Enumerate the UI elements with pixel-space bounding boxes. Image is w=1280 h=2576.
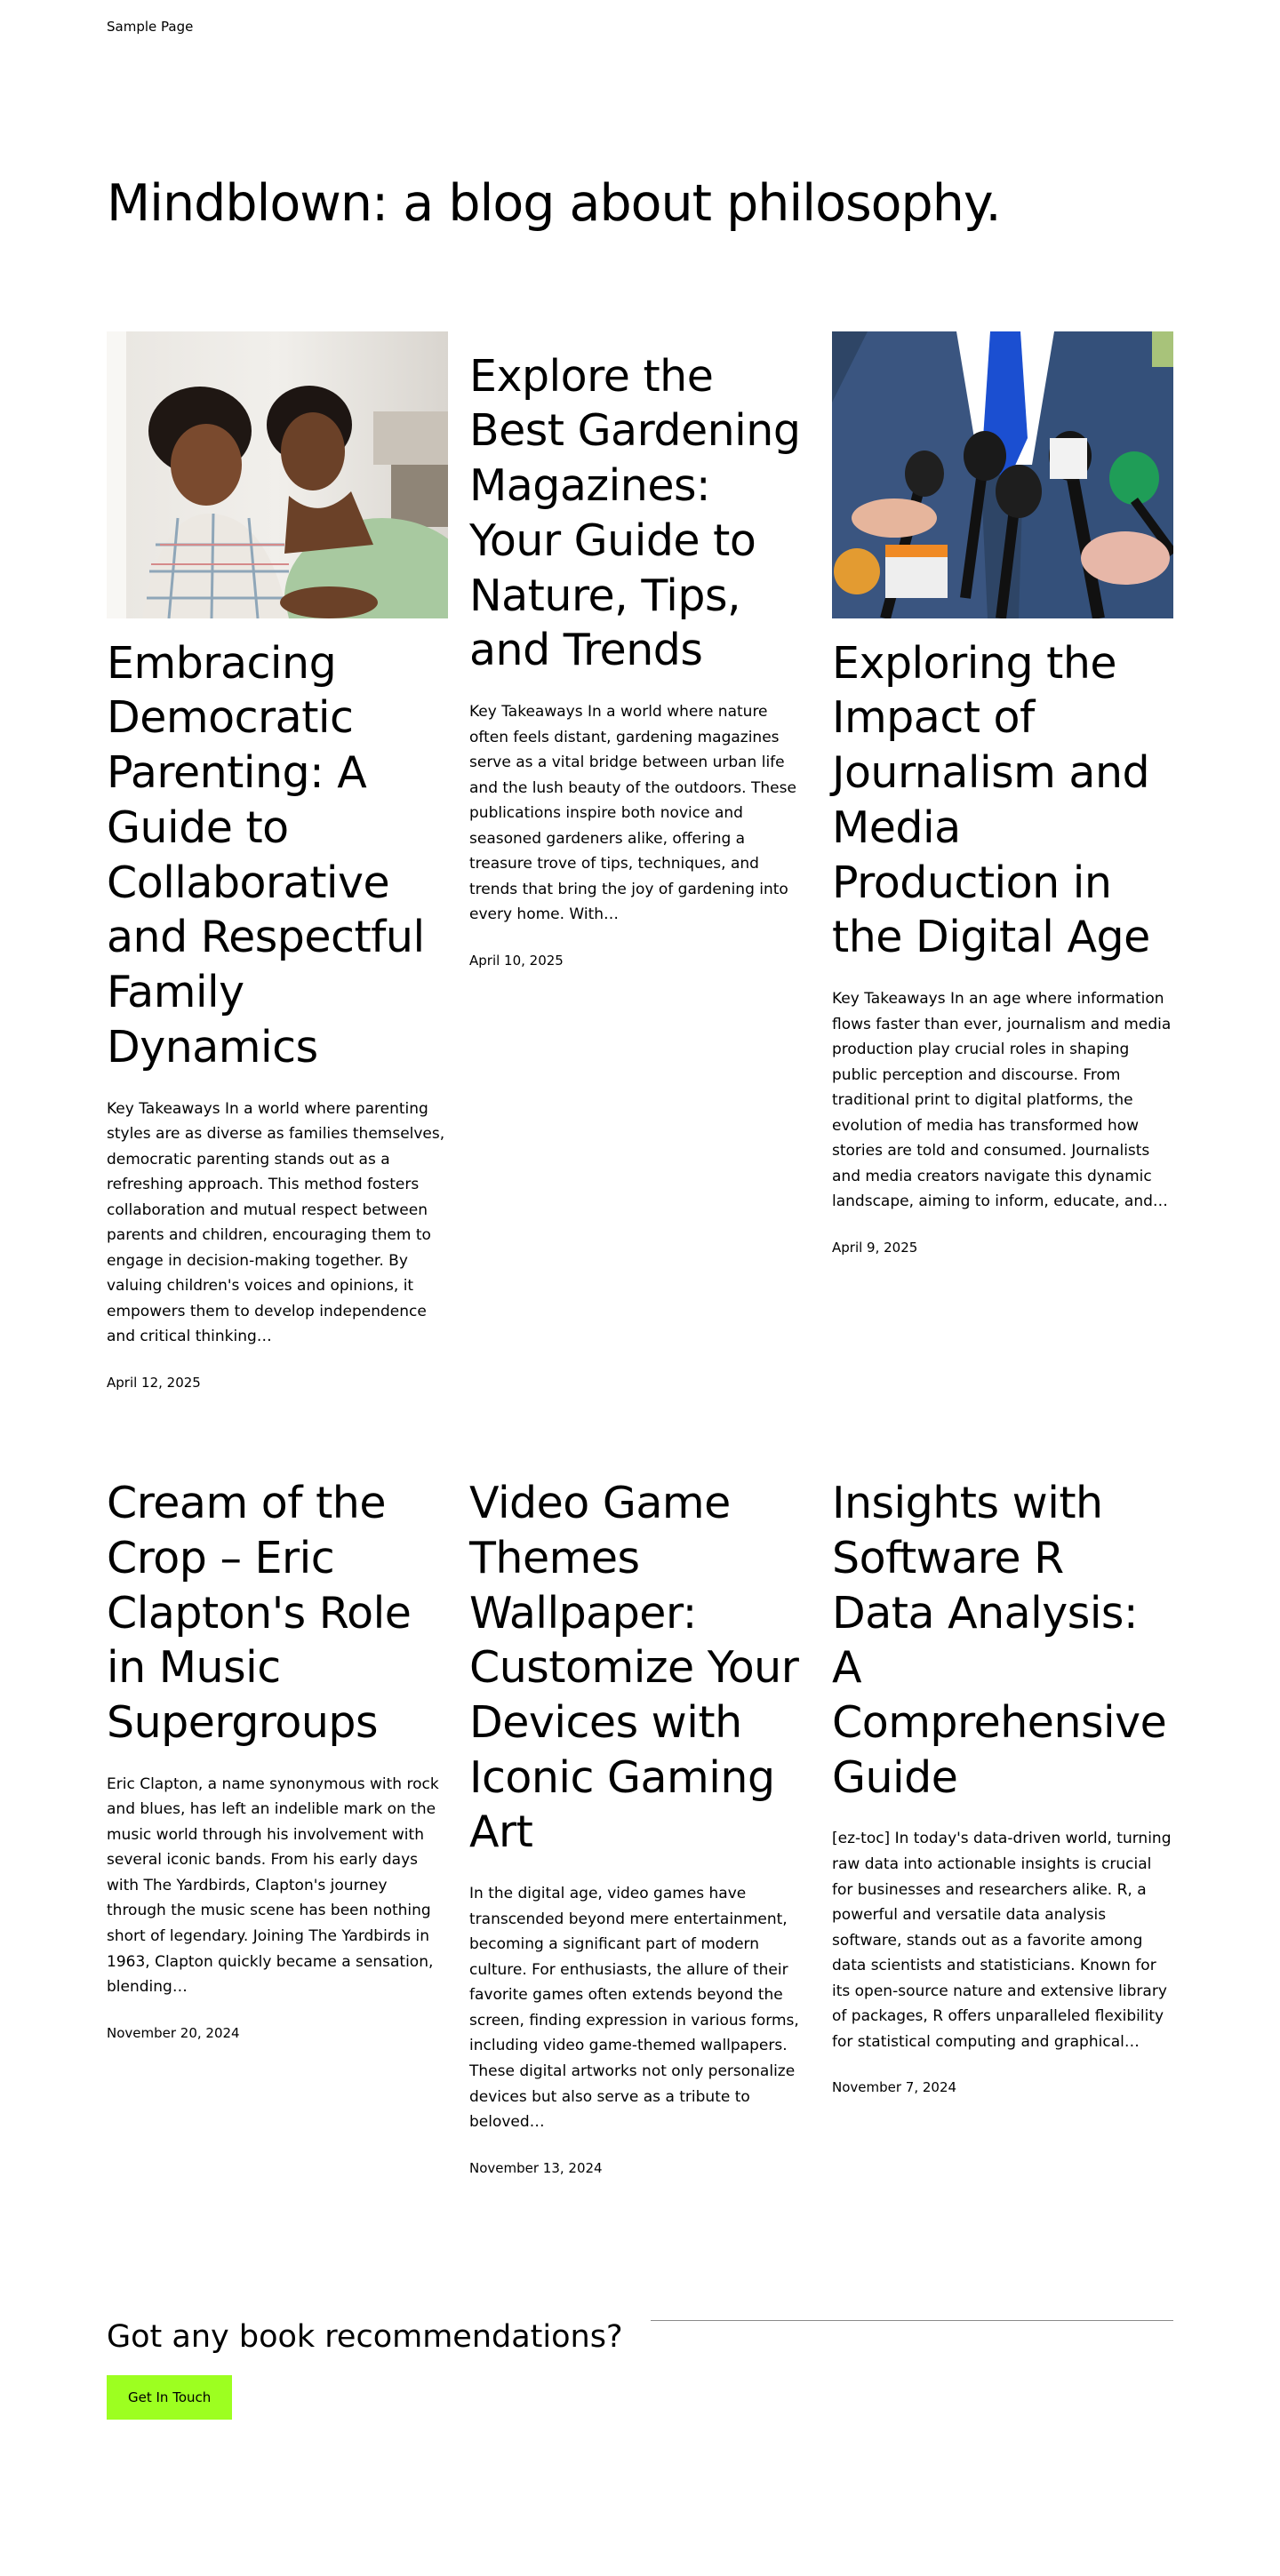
post-date: April 12, 2025 [107, 1375, 201, 1392]
separator-line [651, 2320, 1173, 2321]
post-title-link[interactable]: Exploring the Impact of Journalism and Media Production in the Digital Age [832, 637, 1150, 963]
mother-and-child-drawing-image [107, 331, 448, 618]
post-excerpt: Key Takeaways In a world where nature often feels distant, gardening magazines serve as a vital bridge between urban life and the lush beauty of the outdoors. These publications inspire both novice and seasoned gardeners alike, offering a treasure trove of tips, techniques, and trends that bring the joy of gardening into every home. With… [469, 703, 796, 924]
post-featured-image[interactable] [107, 331, 448, 618]
post-title-link[interactable]: Cream of the Crop – Eric Clapton's Role in Music Supergroups [107, 1478, 412, 1748]
post-title-link[interactable]: Video Game Themes Wallpaper: Customize Your Devices with Iconic Gaming Art [469, 1478, 799, 1858]
posts-grid-row-1 [107, 331, 1173, 1391]
post-excerpt: [ez-toc] In today's data-driven world, turning raw data into actionable insights is crucial for businesses and researchers alike. R, a powerful and versatile data analysis software, stands out as a favorite among data scientists and statisticians. Known for its open-source nature and extensive library of packages, R offers unparalleled flexibility for statistical computing and graphical… [832, 1830, 1172, 2051]
post-date: April 9, 2025 [832, 1240, 918, 1256]
post-title-link[interactable]: Insights with Software R Data Analysis: A Comprehensive Guide [832, 1478, 1167, 1803]
post-card [832, 331, 1173, 1391]
post-date: November 20, 2024 [107, 2024, 240, 2041]
post-excerpt: Eric Clapton, a name synonymous with rock and blues, has left an indelible mark on the music world through his involvement with several iconic bands. From his early days with The Yardbirds, Clapton's journey through the music scene has been nothing short of legendary. Joining The Yardbirds in 1963, Clapton quickly became a sensation, blending… [107, 1774, 439, 1997]
post-card [469, 1476, 811, 2176]
cta-heading: Got any book recommendations? [107, 2318, 623, 2355]
post-date: April 10, 2025 [469, 953, 564, 969]
post-excerpt: Key Takeaways In an age where information flows faster than ever, journalism and media production play crucial roles in shaping public perception and discourse. From traditional print to digital platforms, the evolution of media has transformed how stories are told and consumed. Journalists and media creators navigate this dynamic landscape, aiming to inform, educate, and… [832, 990, 1172, 1211]
post-title-link[interactable]: Embracing Democratic Parenting: A Guide to Collaborative and Respectful Family Dynamics [107, 637, 425, 1073]
post-card [107, 331, 448, 1391]
nav-link-sample-page[interactable]: Sample Page [107, 19, 194, 35]
top-navigation [107, 0, 1173, 107]
post-date: November 13, 2024 [469, 2159, 603, 2176]
post-featured-image[interactable] [832, 331, 1173, 618]
post-date: November 7, 2024 [832, 2079, 957, 2096]
post-title-link[interactable]: Explore the Best Gardening Magazines: Your Guide to Nature, Tips, and Trends [469, 350, 801, 676]
cta-section [107, 2318, 1173, 2420]
press-microphones-image [832, 331, 1173, 618]
post-card [469, 331, 811, 1391]
page [107, 0, 1173, 2420]
posts-grid-row-2 [107, 1476, 1173, 2176]
site-title: Mindblown: a blog about philosophy. [107, 174, 1001, 233]
post-card [832, 1476, 1173, 2176]
post-excerpt: Key Takeaways In a world where parenting styles are as diverse as families themselves, democratic parenting stands out as a refreshing approach. This method fosters collaboration and mutual respect between parents and children, encouraging them to engage in decision-making together. By valuing children's voices and opinions, it empowers them to develop independence and critical thinking… [107, 1099, 445, 1346]
post-excerpt: In the digital age, video games have transcended beyond mere entertainment, becoming a significant part of modern culture. For enthusiasts, the allure of their favorite games often extends beyond the screen, finding expression in various forms, including video game-themed wallpapers. These digital artworks not only personalize devices but also serve as a tribute to beloved… [469, 1885, 799, 2132]
post-card [107, 1476, 448, 2176]
cta-left [107, 2318, 623, 2420]
get-in-touch-button[interactable]: Get In Touch [107, 2375, 232, 2420]
